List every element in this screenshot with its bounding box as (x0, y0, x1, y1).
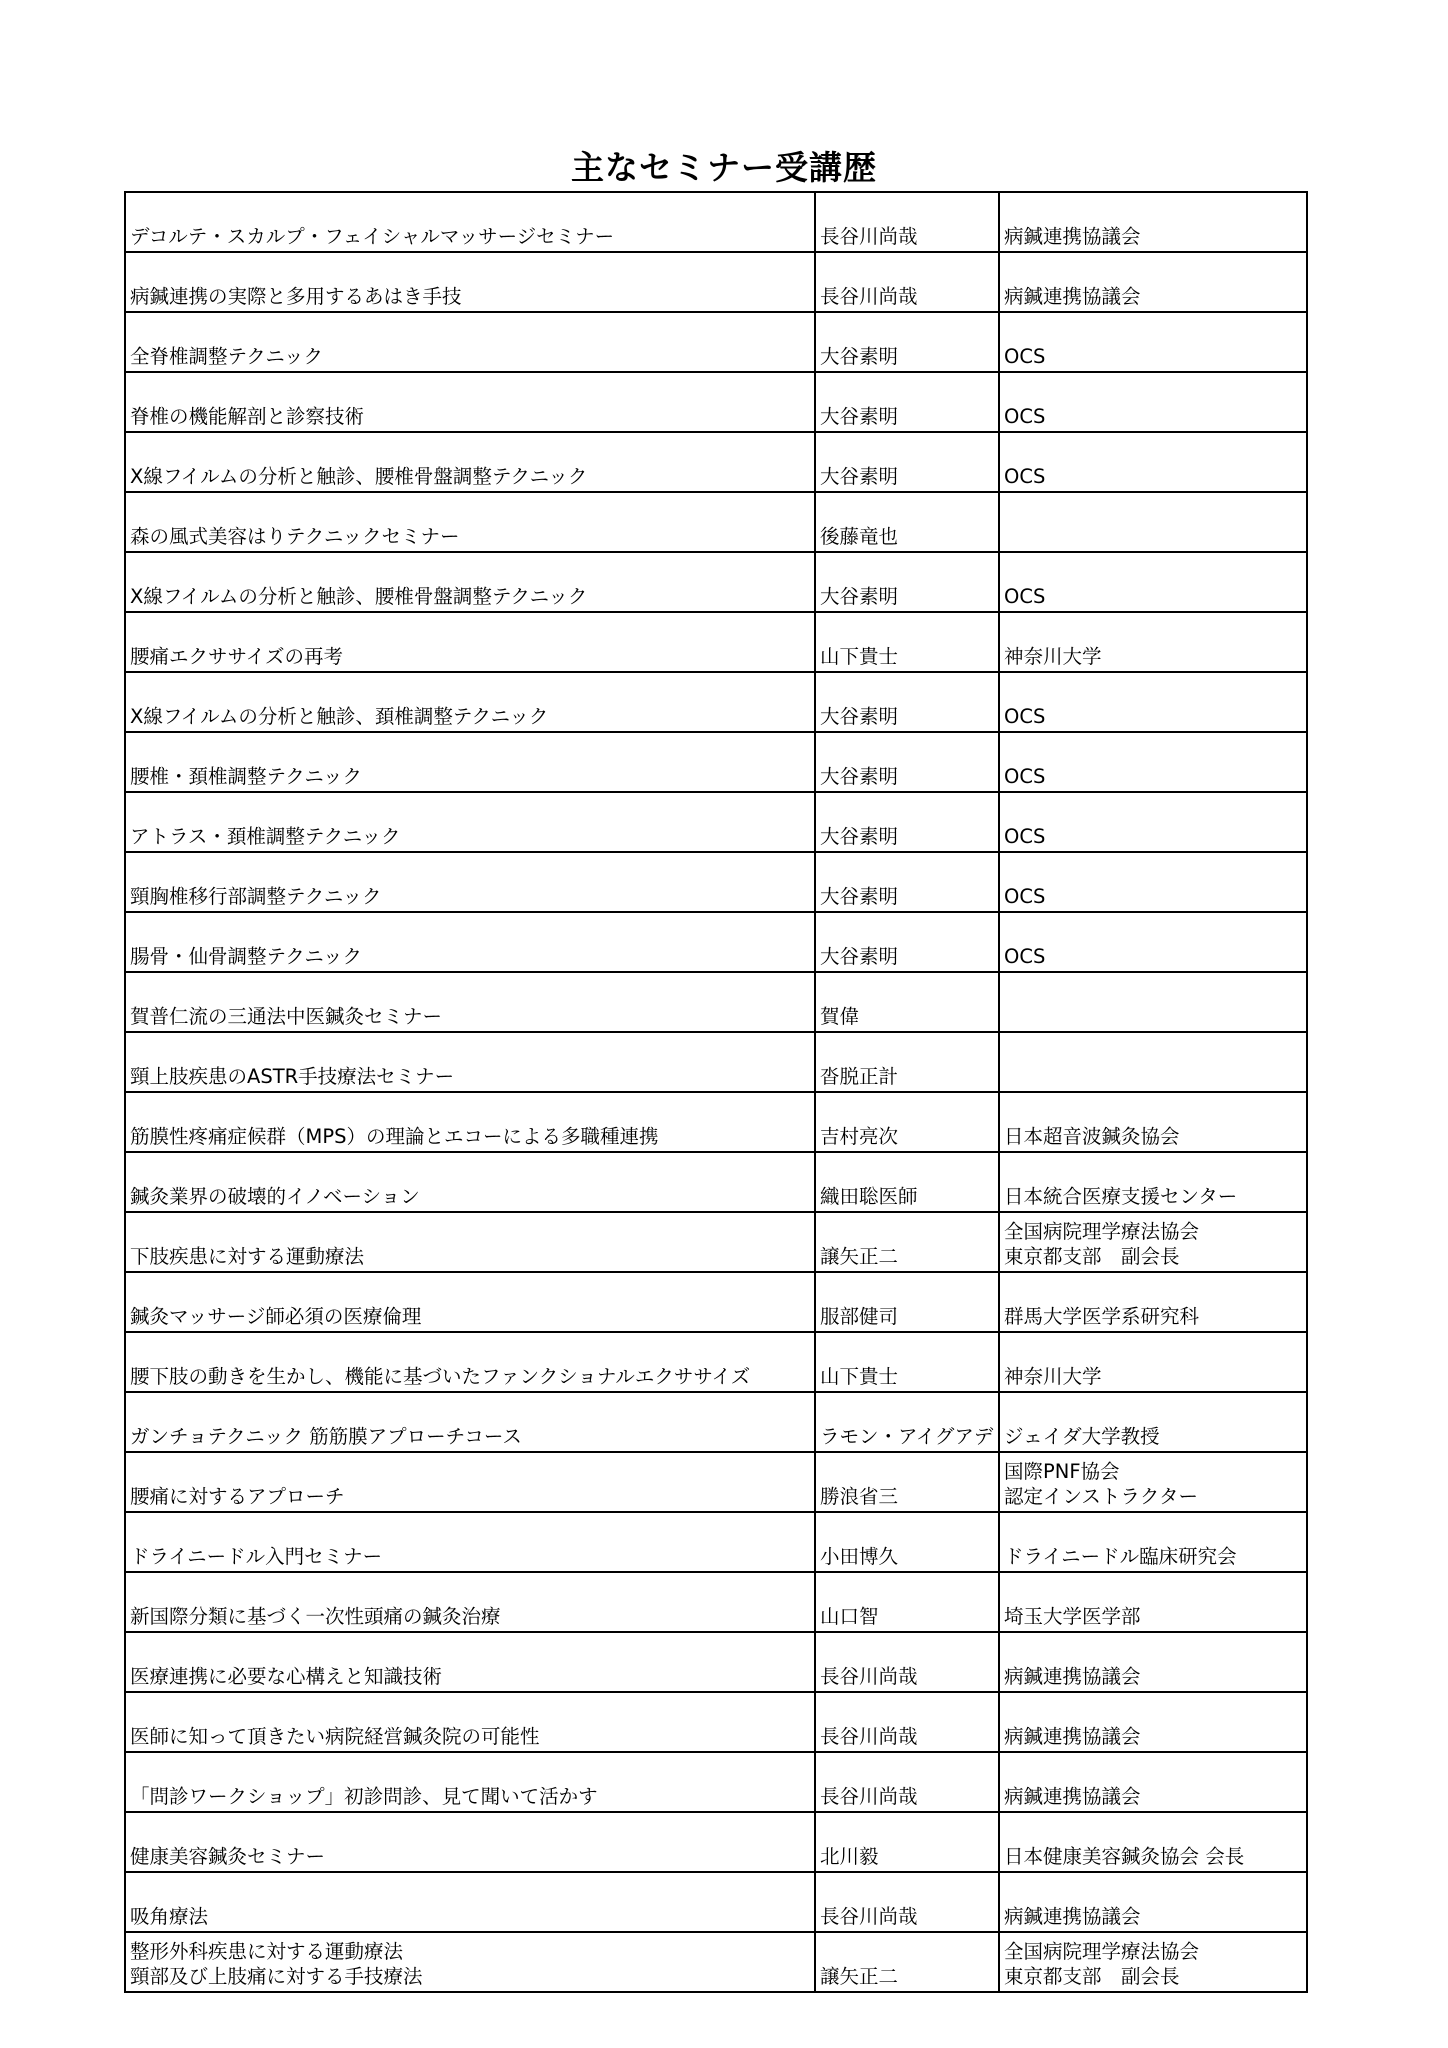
organization-cell: OCS (999, 672, 1307, 732)
table-row (125, 1392, 1307, 1452)
instructor-cell: 北川毅 (815, 1812, 999, 1872)
seminar-title-cell: 筋膜性疼痛症候群（MPS）の理論とエコーによる多職種連携 (125, 1092, 815, 1152)
organization-cell: ドライニードル臨床研究会 (999, 1512, 1307, 1572)
organization-cell: OCS (999, 852, 1307, 912)
instructor-cell: 長谷川尚哉 (815, 252, 999, 312)
table-row (125, 972, 1307, 1032)
table-row (125, 852, 1307, 912)
table-row (125, 612, 1307, 672)
seminar-title-cell: 全脊椎調整テクニック (125, 312, 815, 372)
page-title: 主なセミナー受講歴 (571, 148, 877, 187)
seminar-title-cell: 森の風式美容はりテクニックセミナー (125, 492, 815, 552)
instructor-cell: 大谷素明 (815, 792, 999, 852)
organization-cell: 日本統合医療支援センター (999, 1152, 1307, 1212)
instructor-cell: 勝浪省三 (815, 1452, 999, 1512)
seminar-title-cell: 吸角療法 (125, 1872, 815, 1932)
table-row (125, 1272, 1307, 1332)
organization-cell: OCS (999, 312, 1307, 372)
instructor-cell: 吉村亮次 (815, 1092, 999, 1152)
table-row (125, 1752, 1307, 1812)
seminar-history-table (124, 191, 1308, 1993)
seminar-title-cell: 病鍼連携の実際と多用するあはき手技 (125, 252, 815, 312)
organization-cell: 神奈川大学 (999, 1332, 1307, 1392)
instructor-cell: 小田博久 (815, 1512, 999, 1572)
instructor-cell: 山下貴士 (815, 612, 999, 672)
instructor-cell: 譲矢正二 (815, 1212, 999, 1272)
seminar-title-cell: 腰下肢の動きを生かし、機能に基づいたファンクショナルエクササイズ (125, 1332, 815, 1392)
instructor-cell: 山下貴士 (815, 1332, 999, 1392)
table-row (125, 492, 1307, 552)
organization-cell: 埼玉大学医学部 (999, 1572, 1307, 1632)
table-row (125, 912, 1307, 972)
seminar-title-cell: 整形外科疾患に対する運動療法 頸部及び上肢痛に対する手技療法 (125, 1932, 815, 1992)
organization-cell: OCS (999, 792, 1307, 852)
organization-cell: 国際PNF協会 認定インストラクター (999, 1452, 1307, 1512)
instructor-cell: 長谷川尚哉 (815, 1752, 999, 1812)
table-row (125, 672, 1307, 732)
seminar-title-cell: 頸胸椎移行部調整テクニック (125, 852, 815, 912)
seminar-title-cell: ドライニードル入門セミナー (125, 1512, 815, 1572)
seminar-title-cell: 腰痛エクササイズの再考 (125, 612, 815, 672)
seminar-title-cell: アトラス・頚椎調整テクニック (125, 792, 815, 852)
table-row (125, 732, 1307, 792)
table-row (125, 1572, 1307, 1632)
table-row (125, 1872, 1307, 1932)
seminar-title-cell: 下肢疾患に対する運動療法 (125, 1212, 815, 1272)
instructor-cell: 大谷素明 (815, 672, 999, 732)
instructor-cell: 織田聡医師 (815, 1152, 999, 1212)
organization-cell (999, 972, 1307, 1032)
organization-cell: OCS (999, 372, 1307, 432)
seminar-title-cell: 「問診ワークショップ」初診問診、見て聞いて活かす (125, 1752, 815, 1812)
seminar-title-cell: X線フイルムの分析と触診、腰椎骨盤調整テクニック (125, 552, 815, 612)
organization-cell (999, 492, 1307, 552)
organization-cell: 病鍼連携協議会 (999, 192, 1307, 252)
organization-cell: OCS (999, 552, 1307, 612)
table-row (125, 252, 1307, 312)
organization-cell: 全国病院理学療法協会 東京都支部 副会長 (999, 1932, 1307, 1992)
instructor-cell: 大谷素明 (815, 312, 999, 372)
instructor-cell: 大谷素明 (815, 852, 999, 912)
instructor-cell: 服部健司 (815, 1272, 999, 1332)
instructor-cell: 長谷川尚哉 (815, 1632, 999, 1692)
table-row (125, 432, 1307, 492)
seminar-title-cell: 医師に知って頂きたい病院経営鍼灸院の可能性 (125, 1692, 815, 1752)
seminar-title-cell: デコルテ・スカルプ・フェイシャルマッサージセミナー (125, 192, 815, 252)
organization-cell: 病鍼連携協議会 (999, 252, 1307, 312)
organization-cell: 群馬大学医学系研究科 (999, 1272, 1307, 1332)
seminar-title-cell: X線フイルムの分析と触診、腰椎骨盤調整テクニック (125, 432, 815, 492)
seminar-title-cell: X線フイルムの分析と触診、頚椎調整テクニック (125, 672, 815, 732)
instructor-cell: 山口智 (815, 1572, 999, 1632)
seminar-title-cell: 賀普仁流の三通法中医鍼灸セミナー (125, 972, 815, 1032)
instructor-cell: 長谷川尚哉 (815, 1692, 999, 1752)
table-row (125, 1032, 1307, 1092)
organization-cell: ジェイダ大学教授 (999, 1392, 1307, 1452)
table-row (125, 1812, 1307, 1872)
table-row (125, 1332, 1307, 1392)
instructor-cell: 長谷川尚哉 (815, 192, 999, 252)
instructor-cell: 大谷素明 (815, 912, 999, 972)
instructor-cell: 大谷素明 (815, 732, 999, 792)
seminar-title-cell: 腰椎・頚椎調整テクニック (125, 732, 815, 792)
seminar-title-cell: 鍼灸マッサージ師必須の医療倫理 (125, 1272, 815, 1332)
organization-cell: 病鍼連携協議会 (999, 1692, 1307, 1752)
instructor-cell: 大谷素明 (815, 552, 999, 612)
table-row (125, 792, 1307, 852)
table-row (125, 1512, 1307, 1572)
seminar-title-cell: 新国際分類に基づく一次性頭痛の鍼灸治療 (125, 1572, 815, 1632)
seminar-title-cell: 鍼灸業界の破壊的イノベーション (125, 1152, 815, 1212)
organization-cell (999, 1032, 1307, 1092)
instructor-cell: 大谷素明 (815, 372, 999, 432)
seminar-title-cell: 腰痛に対するアプローチ (125, 1452, 815, 1512)
organization-cell: 病鍼連携協議会 (999, 1872, 1307, 1932)
instructor-cell: 長谷川尚哉 (815, 1872, 999, 1932)
organization-cell: 日本健康美容鍼灸協会 会長 (999, 1812, 1307, 1872)
table-row (125, 552, 1307, 612)
organization-cell: 病鍼連携協議会 (999, 1632, 1307, 1692)
organization-cell: 神奈川大学 (999, 612, 1307, 672)
table-row (125, 1692, 1307, 1752)
organization-cell: OCS (999, 732, 1307, 792)
organization-cell: OCS (999, 912, 1307, 972)
table-row (125, 1632, 1307, 1692)
table-row (125, 192, 1307, 252)
instructor-cell: 後藤竜也 (815, 492, 999, 552)
seminar-title-cell: ガンチョテクニック 筋筋膜アプローチコース (125, 1392, 815, 1452)
table-row (125, 1212, 1307, 1272)
table-row (125, 312, 1307, 372)
organization-cell: 病鍼連携協議会 (999, 1752, 1307, 1812)
table-row (125, 372, 1307, 432)
table-row (125, 1092, 1307, 1152)
organization-cell: OCS (999, 432, 1307, 492)
table-row (125, 1452, 1307, 1512)
table-row (125, 1932, 1307, 1992)
seminar-title-cell: 健康美容鍼灸セミナー (125, 1812, 815, 1872)
instructor-cell: 沓脱正計 (815, 1032, 999, 1092)
seminar-title-cell: 脊椎の機能解剖と診察技術 (125, 372, 815, 432)
seminar-title-cell: 医療連携に必要な心構えと知識技術 (125, 1632, 815, 1692)
organization-cell: 全国病院理学療法協会 東京都支部 副会長 (999, 1212, 1307, 1272)
seminar-title-cell: 頸上肢疾患のASTR手技療法セミナー (125, 1032, 815, 1092)
organization-cell: 日本超音波鍼灸協会 (999, 1092, 1307, 1152)
instructor-cell: 大谷素明 (815, 432, 999, 492)
table-row (125, 1152, 1307, 1212)
instructor-cell: 賀偉 (815, 972, 999, 1032)
instructor-cell: ラモン・アイグアデ (815, 1392, 999, 1452)
seminar-table-body (125, 192, 1307, 1992)
instructor-cell: 譲矢正二 (815, 1932, 999, 1992)
seminar-title-cell: 腸骨・仙骨調整テクニック (125, 912, 815, 972)
